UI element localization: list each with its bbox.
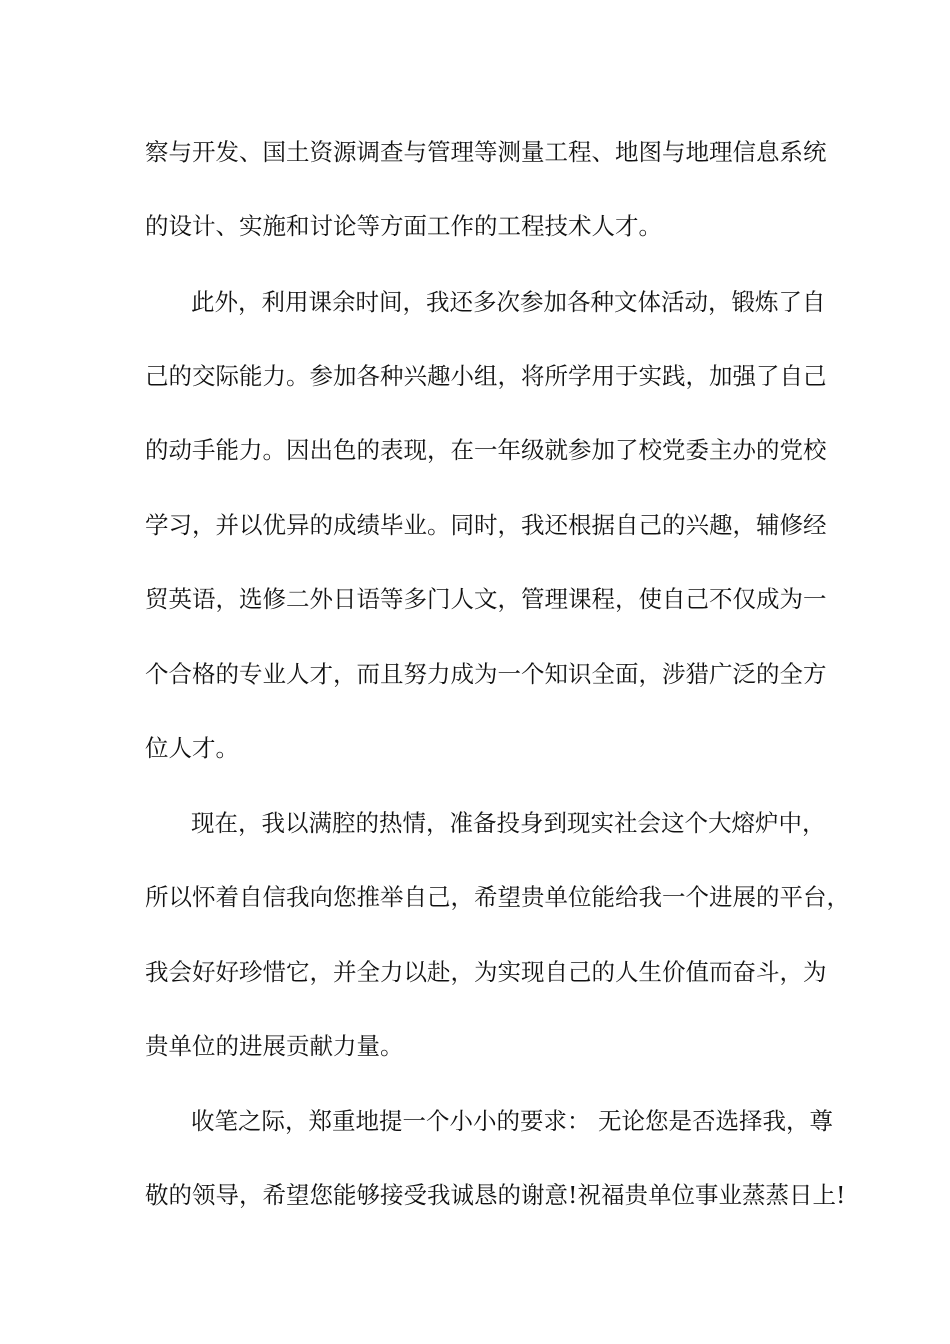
text-line: 己的交际能力。参加各种兴趣小组，将所学用于实践，加强了自己 (145, 362, 827, 390)
text-line: 学习，并以优异的成绩毕业。同时，我还根据自己的兴趣，辅修经 (145, 511, 827, 539)
text-line: 个合格的专业人才，而且努力成为一个知识全面，涉猎广泛的全方 (145, 660, 827, 688)
text-line: 敬的领导，希望您能够接受我诚恳的谢意!祝福贵单位事业蒸蒸日上! (145, 1181, 846, 1209)
text-line: 我会好好珍惜它，并全力以赴，为实现自己的人生价值而奋斗，为 (145, 958, 827, 986)
paragraph-first-line: 收笔之际，郑重地提一个小小的要求： 无论您是否选择我，尊 (191, 1107, 833, 1135)
paragraph-first-line: 此外，利用课余时间，我还多次参加各种文体活动，锻炼了自 (191, 288, 826, 316)
text-line: 位人才。 (145, 734, 239, 762)
text-line: 察与开发、国土资源调查与管理等测量工程、地图与地理信息系统 (145, 138, 827, 166)
text-line: 所以怀着自信我向您推举自己，希望贵单位能给我一个进展的平台， (145, 883, 850, 911)
text-line: 贵单位的进展贡献力量。 (145, 1032, 404, 1060)
text-line: 的设计、实施和讨论等方面工作的工程技术人才。 (145, 212, 662, 240)
paragraph-first-line: 现在，我以满腔的热情，准备投身到现实社会这个大熔炉中， (191, 809, 826, 837)
text-line: 贸英语，选修二外日语等多门人文，管理课程，使自己不仅成为一 (145, 585, 827, 613)
text-line: 的动手能力。因出色的表现，在一年级就参加了校党委主办的党校 (145, 436, 827, 464)
